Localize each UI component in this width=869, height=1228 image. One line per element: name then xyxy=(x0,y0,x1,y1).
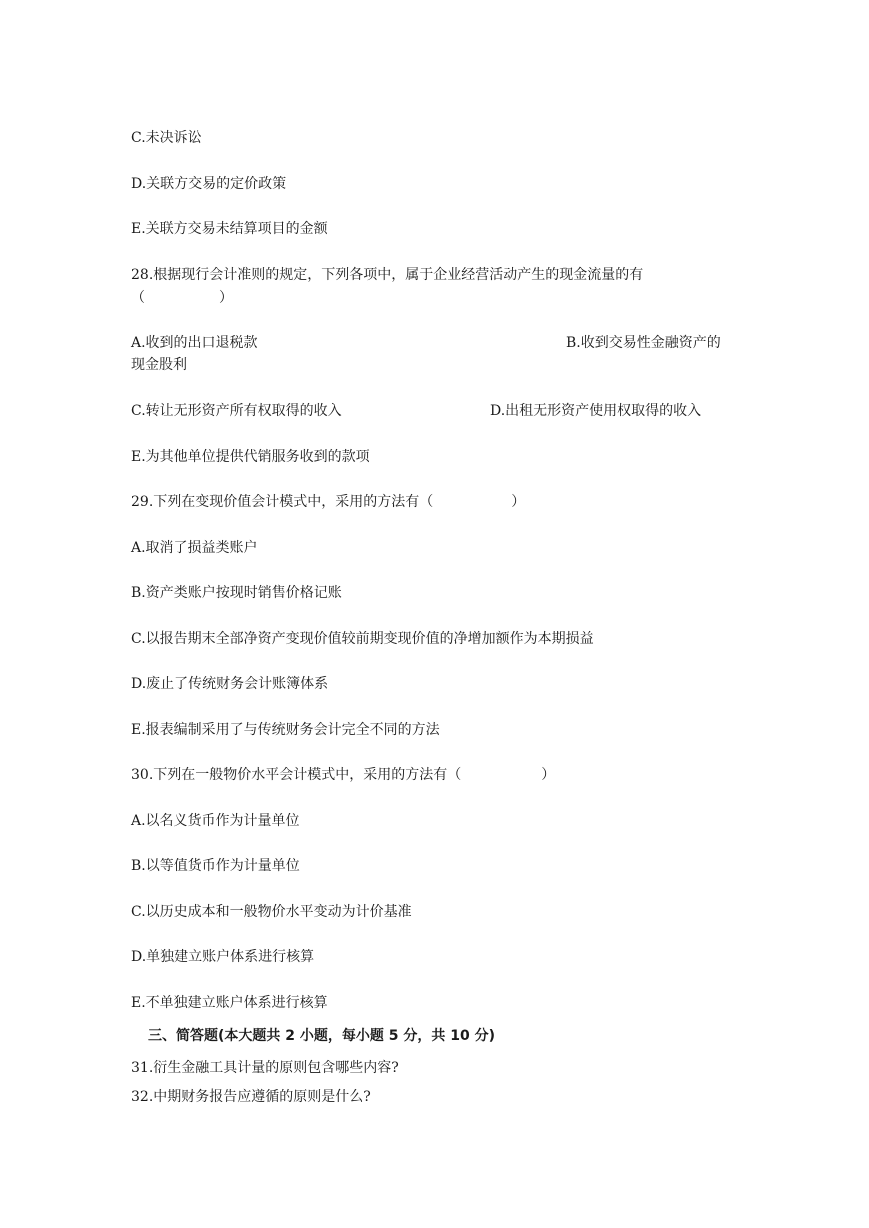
q32-question: 32.中期财务报告应遵循的原则是什么? xyxy=(131,1089,371,1105)
q30-stem-line xyxy=(131,765,555,785)
q27-option-e: E.关联方交易未结算项目的金额 xyxy=(131,221,328,237)
q29-option-b: B.资产类账户按现时销售价格记账 xyxy=(131,585,342,601)
q28-option-c: C.转让无形资产所有权取得的收入 xyxy=(131,403,342,419)
q30-option-b: B.以等值货币作为计量单位 xyxy=(131,858,300,874)
q28-option-d: D.出租无形资产使用权取得的收入 xyxy=(490,403,702,419)
q29-stem-line xyxy=(131,492,525,512)
section-three-heading: 三、简答题(本大题共 2 小题，每小题 5 分，共 10 分) xyxy=(148,1028,496,1044)
q28-stem: 28.根据现行会计准则的规定，下列各项中，属于企业经营活动产生的现金流量的有 xyxy=(131,267,644,283)
q30-paren-close: ） xyxy=(541,767,556,783)
q30-option-e: E.不单独建立账户体系进行核算 xyxy=(131,995,328,1011)
q28-option-b: B.收到交易性金融资产的 xyxy=(566,335,721,351)
q30-option-c: C.以历史成本和一般物价水平变动为计价基准 xyxy=(131,904,412,920)
q30-option-a: A.以名义货币作为计量单位 xyxy=(131,813,300,829)
q31-question: 31.衍生金融工具计量的原则包含哪些内容? xyxy=(131,1060,399,1076)
q30-stem: 30.下列在一般物价水平会计模式中，采用的方法有（ xyxy=(131,767,462,783)
q29-option-a: A.取消了损益类账户 xyxy=(131,540,258,556)
q27-option-d: D.关联方交易的定价政策 xyxy=(131,176,287,192)
q27-option-c: C.未决诉讼 xyxy=(131,130,202,146)
q30-option-d: D.单独建立账户体系进行核算 xyxy=(131,949,315,965)
q28-option-a: A.收到的出口退税款 xyxy=(131,335,258,351)
q29-option-c: C.以报告期末全部净资产变现价值较前期变现价值的净增加额作为本期损益 xyxy=(131,631,594,647)
q28-option-b-continued: 现金股利 xyxy=(131,357,187,373)
q28-paren-close: ） xyxy=(219,290,233,306)
q29-option-d: D.废止了传统财务会计账簿体系 xyxy=(131,676,329,692)
q28-option-e: E.为其他单位提供代销服务收到的款项 xyxy=(131,449,370,465)
q29-stem: 29.下列在变现价值会计模式中，采用的方法有（ xyxy=(131,494,434,510)
q29-paren-close: ） xyxy=(511,494,526,510)
q28-answer-paren xyxy=(131,288,233,308)
q29-option-e: E.报表编制采用了与传统财务会计完全不同的方法 xyxy=(131,722,440,738)
q28-paren-open: （ xyxy=(131,290,145,306)
